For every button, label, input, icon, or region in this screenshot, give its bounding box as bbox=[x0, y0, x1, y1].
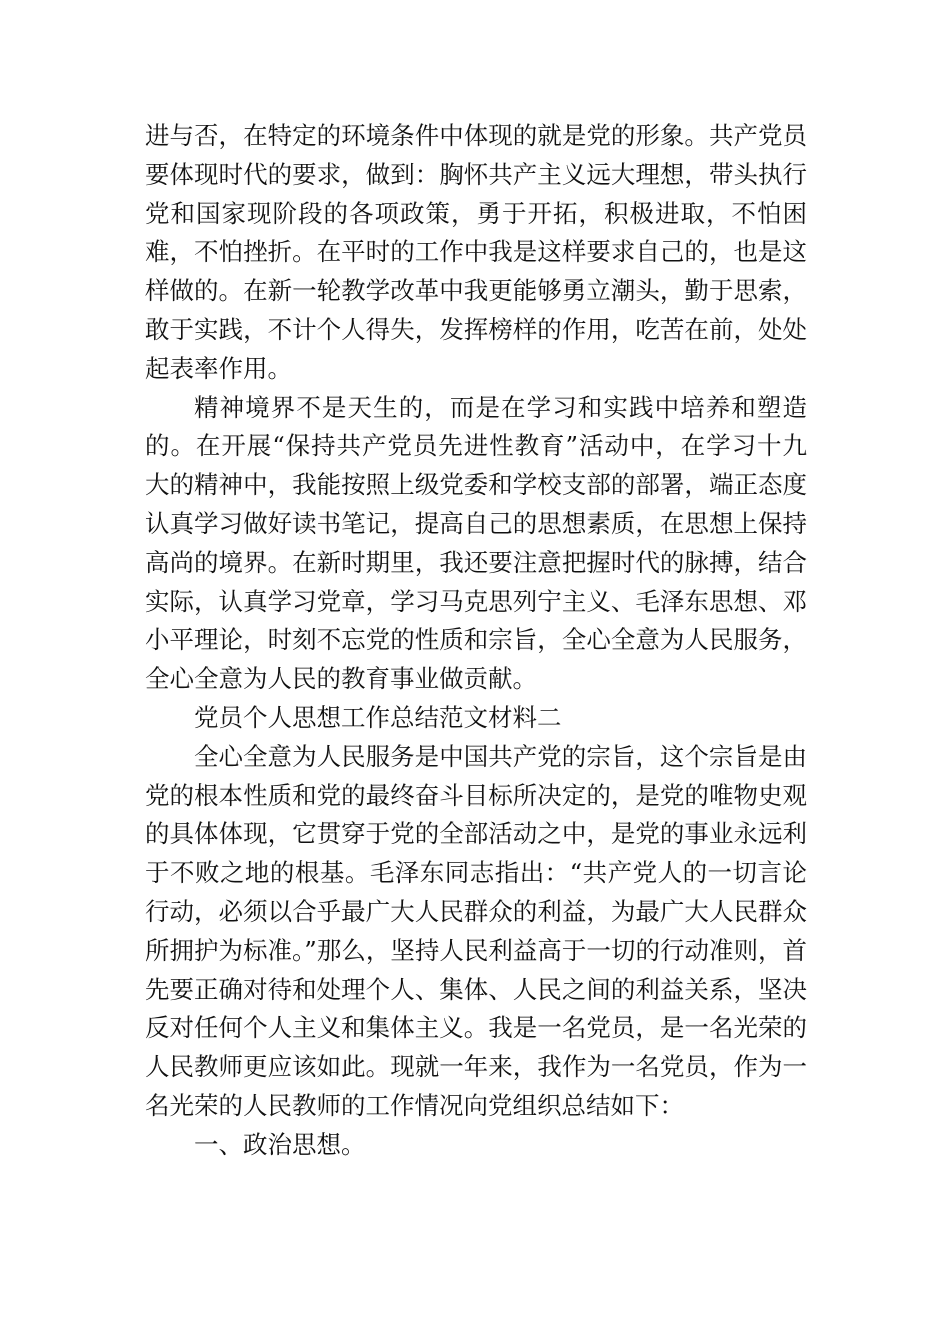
paragraph-serve-the-people: 全心全意为人民服务是中国共产党的宗旨，这个宗旨是由党的根本性质和党的最终奋斗目标所决定的，是党的唯物史观的具体体现，它贯穿于党的全部活动之中，是党的事业永远利于不败之地的根基。毛泽东同志指出：“共产党人的一切言论行动，必须以合乎最广大人民群众的利益，为最广大人民群众所拥护为标准。”那么，坚持人民利益高于一切的行动准则，首先要正确对待和处理个人、集体、人民之间的利益关系，坚决反对任何个人主义和集体主义。我是一名党员，是一名光荣的人民教师更应该如此。现就一年来，我作为一名党员，作为一名光荣的人民教师的工作情况向党组织总结如下： bbox=[145, 741, 807, 1120]
paragraph-spiritual-realm: 精神境界不是天生的，而是在学习和实践中培养和塑造的。在开展“保持共产党员先进性教育”活动中，在学习十九大的精神中，我能按照上级党委和学校支部的部署，端正态度认真学习做好读书笔记，提高自己的思想素质，在思想上保持高尚的境界。在新时期里，我还要注意把握时代的脉搏，结合实际，认真学习党章，学习马克思列宁主义、毛泽东思想、邓小平理论，时刻不忘党的性质和宗旨，全心全意为人民服务，全心全意为人民的教育事业做贡献。 bbox=[145, 392, 807, 694]
section-heading: 党员个人思想工作总结范文材料二 bbox=[194, 702, 562, 732]
document-page bbox=[145, 117, 807, 1165]
paragraph-continuation: 进与否，在特定的环境条件中体现的就是党的形象。共产党员要体现时代的要求，做到：胸怀共产主义远大理想，带头执行党和国家现阶段的各项政策，勇于开拓，积极进取，不怕困难，不怕挫折。在平时的工作中我是这样要求自己的，也是这样做的。在新一轮教学改革中我更能够勇立潮头，勤于思索，敢于实践，不计个人得失，发挥榜样的作用，吃苦在前，处处起表率作用。 bbox=[145, 121, 807, 383]
subsection-heading: 一、政治思想。 bbox=[194, 1129, 366, 1159]
